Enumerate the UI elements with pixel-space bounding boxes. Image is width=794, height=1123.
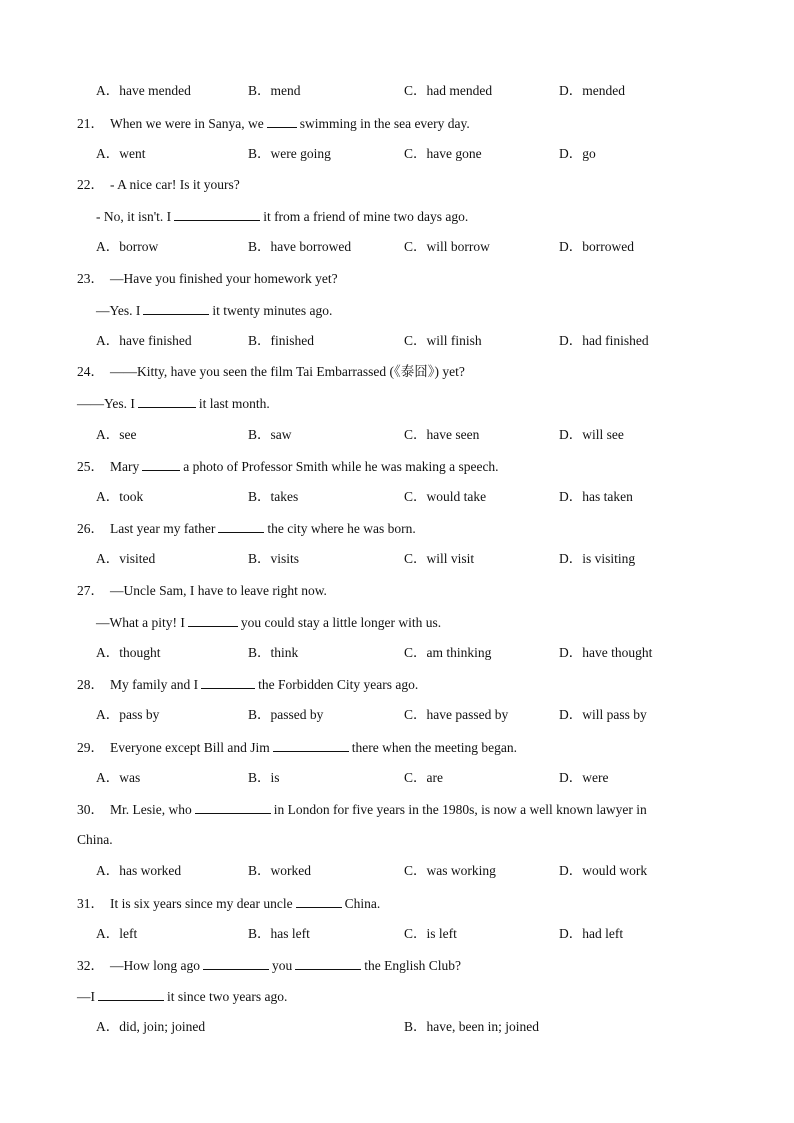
question-stem: 27． —Uncle Sam, I have to leave right now. bbox=[77, 583, 327, 598]
option-b[interactable]: B．were going bbox=[248, 146, 331, 161]
answer-blank[interactable] bbox=[174, 206, 260, 221]
question-dialog-line: ——Yes. I it last month. bbox=[77, 393, 270, 413]
option-a[interactable]: A．borrow bbox=[96, 239, 159, 254]
option-b[interactable]: B．mend bbox=[248, 83, 301, 98]
question-stem: 28． My family and I the Forbidden City years ago. bbox=[77, 674, 418, 694]
option-d[interactable]: D．had finished bbox=[559, 333, 649, 348]
question-stem: 21． When we were in Sanya, we swimming in the sea every day. bbox=[77, 113, 470, 133]
option-d[interactable]: D．had left bbox=[559, 926, 624, 941]
option-c[interactable]: C．will finish bbox=[404, 333, 482, 348]
option-b[interactable]: B．think bbox=[248, 645, 299, 660]
option-a[interactable]: A．have finished bbox=[96, 333, 192, 348]
question-number: 32． bbox=[77, 958, 104, 973]
option-b[interactable]: B．is bbox=[248, 770, 280, 785]
question-number: 26． bbox=[77, 521, 104, 536]
option-a[interactable]: A．have mended bbox=[96, 83, 191, 98]
option-d[interactable]: D．would work bbox=[559, 863, 648, 878]
option-c[interactable]: C．will visit bbox=[404, 551, 475, 566]
option-a[interactable]: A．was bbox=[96, 770, 141, 785]
option-a[interactable]: A．visited bbox=[96, 551, 156, 566]
option-b[interactable]: B．saw bbox=[248, 427, 292, 442]
option-a[interactable]: A．did, join; joined bbox=[96, 1019, 206, 1034]
question-stem: 29． Everyone except Bill and Jim there when the meeting began. bbox=[77, 737, 517, 757]
answer-blank-2[interactable] bbox=[295, 955, 361, 970]
option-c[interactable]: C．would take bbox=[404, 489, 487, 504]
question-dialog-line: —What a pity! I you could stay a little longer with us. bbox=[96, 612, 441, 632]
option-c[interactable]: C．am thinking bbox=[404, 645, 492, 660]
option-b[interactable]: B．passed by bbox=[248, 707, 324, 722]
question-stem: 32． —How long ago you the English Club? bbox=[77, 955, 461, 975]
question-stem: 30． Mr. Lesie, who in London for five years in the 1980s, is now a well known lawyer in bbox=[77, 799, 647, 819]
answer-blank[interactable] bbox=[142, 456, 180, 471]
answer-blank-1[interactable] bbox=[203, 955, 269, 970]
option-c[interactable]: C．have gone bbox=[404, 146, 482, 161]
option-a[interactable]: A．went bbox=[96, 146, 146, 161]
option-b[interactable]: B．have, been in; joined bbox=[404, 1019, 539, 1034]
question-number: 24． bbox=[77, 364, 104, 379]
question-number: 25． bbox=[77, 459, 104, 474]
option-b[interactable]: B．visits bbox=[248, 551, 300, 566]
option-c[interactable]: C．had mended bbox=[404, 83, 493, 98]
option-d[interactable]: D．were bbox=[559, 770, 609, 785]
option-b[interactable]: B．worked bbox=[248, 863, 311, 878]
answer-blank[interactable] bbox=[267, 113, 297, 128]
option-d[interactable]: D．go bbox=[559, 146, 596, 161]
question-stem: 25． Mary a photo of Professor Smith while he was making a speech. bbox=[77, 456, 499, 476]
option-c[interactable]: C．was working bbox=[404, 863, 496, 878]
option-c[interactable]: C．have passed by bbox=[404, 707, 509, 722]
option-d[interactable]: D．borrowed bbox=[559, 239, 634, 254]
option-a[interactable]: A．pass by bbox=[96, 707, 160, 722]
option-a[interactable]: A．has worked bbox=[96, 863, 182, 878]
answer-blank[interactable] bbox=[188, 612, 238, 627]
question-number: 28． bbox=[77, 677, 104, 692]
option-a[interactable]: A．took bbox=[96, 489, 144, 504]
option-d[interactable]: D．will see bbox=[559, 427, 624, 442]
question-stem: 23． —Have you finished your homework yet? bbox=[77, 271, 338, 286]
question-number: 29． bbox=[77, 740, 104, 755]
answer-blank[interactable] bbox=[138, 393, 196, 408]
question-dialog-line: —Yes. I it twenty minutes ago. bbox=[96, 300, 332, 320]
answer-blank[interactable] bbox=[296, 893, 342, 908]
question-number: 27． bbox=[77, 583, 104, 598]
option-d[interactable]: D．mended bbox=[559, 83, 625, 98]
option-a[interactable]: A．see bbox=[96, 427, 137, 442]
question-stem: 22． - A nice car! Is it yours? bbox=[77, 177, 240, 192]
question-stem: 24． ——Kitty, have you seen the film Tai Embarrassed (《泰囧》) yet? bbox=[77, 364, 465, 379]
answer-blank[interactable] bbox=[273, 737, 349, 752]
option-c[interactable]: C．have seen bbox=[404, 427, 480, 442]
option-b[interactable]: B．have borrowed bbox=[248, 239, 352, 254]
answer-blank-3[interactable] bbox=[98, 986, 164, 1001]
answer-blank[interactable] bbox=[195, 799, 271, 814]
option-d[interactable]: D．is visiting bbox=[559, 551, 636, 566]
option-c[interactable]: C．are bbox=[404, 770, 443, 785]
option-c[interactable]: C．is left bbox=[404, 926, 457, 941]
option-d[interactable]: D．have thought bbox=[559, 645, 653, 660]
question-number: 30． bbox=[77, 802, 104, 817]
question-stem: 26． Last year my father the city where he was born. bbox=[77, 518, 416, 538]
answer-blank[interactable] bbox=[201, 674, 255, 689]
option-d[interactable]: D．has taken bbox=[559, 489, 633, 504]
question-stem-continuation: China. bbox=[77, 832, 113, 847]
option-b[interactable]: B．finished bbox=[248, 333, 314, 348]
question-dialog-line: - No, it isn't. I it from a friend of mine two days ago. bbox=[96, 206, 468, 226]
option-a[interactable]: A．thought bbox=[96, 645, 161, 660]
question-number: 22． bbox=[77, 177, 104, 192]
answer-blank[interactable] bbox=[143, 300, 209, 315]
question-dialog-line: —I it since two years ago. bbox=[77, 986, 287, 1006]
option-b[interactable]: B．has left bbox=[248, 926, 310, 941]
option-c[interactable]: C．will borrow bbox=[404, 239, 490, 254]
question-stem: 31． It is six years since my dear uncle China. bbox=[77, 893, 380, 913]
question-number: 21． bbox=[77, 116, 104, 131]
option-a[interactable]: A．left bbox=[96, 926, 138, 941]
answer-blank[interactable] bbox=[218, 518, 264, 533]
question-number: 23． bbox=[77, 271, 104, 286]
option-d[interactable]: D．will pass by bbox=[559, 707, 647, 722]
option-b[interactable]: B．takes bbox=[248, 489, 299, 504]
question-number: 31． bbox=[77, 896, 104, 911]
